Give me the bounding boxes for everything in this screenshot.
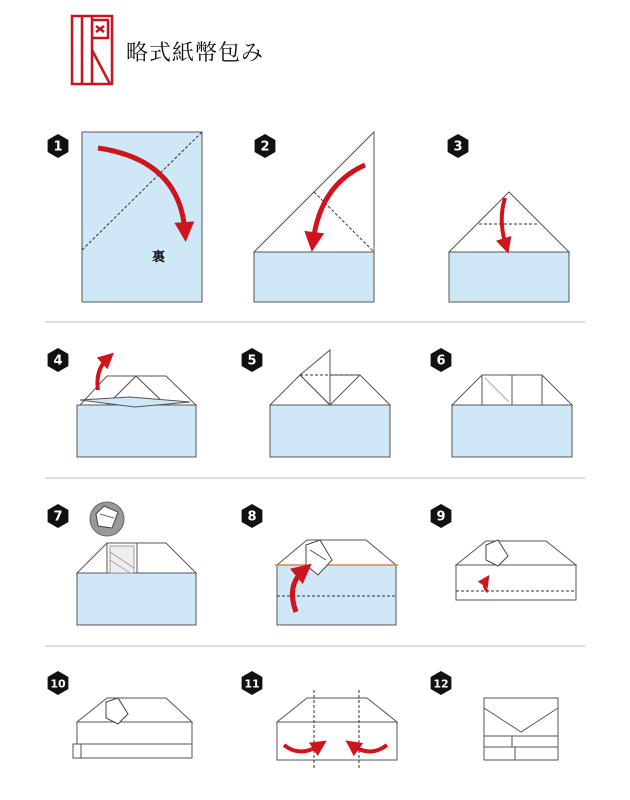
step-11-illustration [277, 690, 397, 768]
step-5-illustration [270, 350, 390, 457]
step-number-label: 9 [436, 509, 446, 525]
step-number-label: 7 [53, 509, 63, 525]
step-number-label: 10 [50, 677, 66, 691]
step-7-badge [48, 504, 69, 528]
step-9-badge [431, 504, 452, 528]
step-12-badge [431, 671, 452, 695]
step-number-label: 12 [433, 677, 449, 691]
step-number-label: 3 [453, 139, 463, 155]
step-2-badge [255, 134, 276, 158]
step-9-illustration [456, 540, 576, 600]
step-10-badge [48, 671, 69, 695]
step-10-illustration [73, 698, 192, 758]
step-6-badge [431, 348, 452, 372]
step-6-illustration [452, 375, 572, 457]
step-3-badge [448, 134, 469, 158]
step-4-illustration [77, 358, 196, 457]
step-2-illustration [254, 132, 374, 302]
step-5-badge [242, 348, 263, 372]
step-4-badge [48, 348, 69, 372]
step-12-illustration [484, 698, 558, 760]
step-number-label: 6 [436, 353, 446, 369]
step-number-label: 5 [247, 353, 257, 369]
step-8-badge [242, 504, 263, 528]
page-title: 略式紙幣包み [126, 41, 265, 66]
step-number-label: 11 [244, 677, 260, 691]
step-number-label: 4 [53, 353, 63, 369]
step-number-label: 1 [53, 139, 63, 155]
step-1-illustration [82, 132, 202, 302]
step-3-illustration [449, 192, 569, 302]
step-8-illustration [275, 540, 398, 625]
step-11-badge [242, 671, 263, 695]
step-number-label: 8 [247, 509, 257, 525]
step-7-illustration [77, 502, 196, 625]
family-crest-logo [72, 16, 112, 84]
back-side-label: 裏 [152, 250, 166, 265]
step-number-label: 2 [260, 139, 270, 155]
step-1-badge [48, 134, 69, 158]
